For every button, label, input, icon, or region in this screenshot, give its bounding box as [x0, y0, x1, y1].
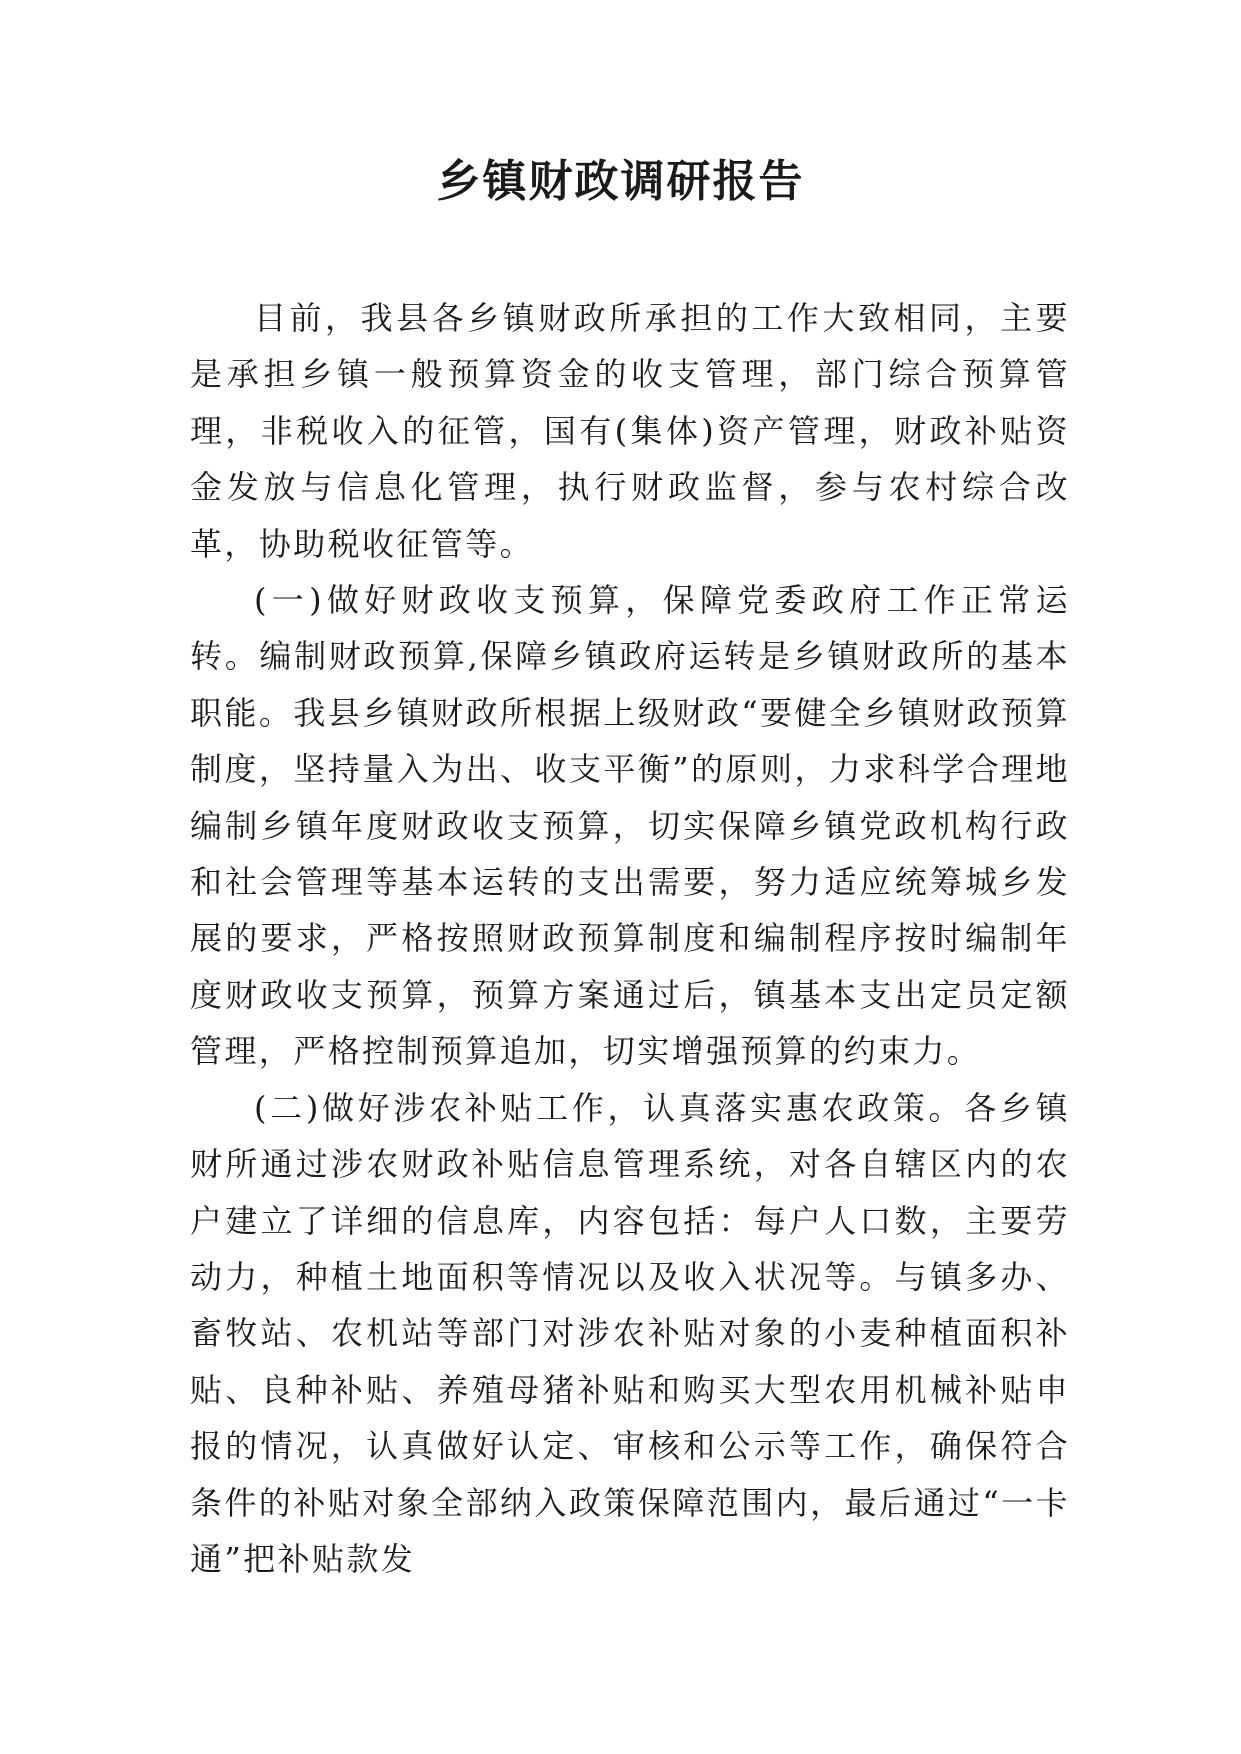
paragraph-intro: 目前，我县各乡镇财政所承担的工作大致相同，主要是承担乡镇一般预算资金的收支管理，部门综合预算管理，非税收入的征管，国有(集体)资产管理，财政补贴资金发放与信息化管理，执行财政监督，参与农村综合改革，协助税收征管等。	[190, 299, 1070, 563]
document-title: 乡镇财政调研报告	[436, 156, 805, 207]
paragraph-section-2: (二)做好涉农补贴工作，认真落实惠农政策。各乡镇财所通过涉农财政补贴信息管理系统，对各自辖区内的农户建立了详细的信息库，内容包括：每户人口数，主要劳动力，种植土地面积等情况以及收入状况等。与镇多办、畜牧站、农机站等部门对涉农补贴对象的小麦种植面积补贴、良种补贴、养殖母猪补贴和购买大型农用机械补贴申报的情况，认真做好认定、审核和公示等工作，确保符合条件的补贴对象全部纳入政策保障范围内，最后通过“一卡通”把补贴款发	[190, 1088, 1070, 1578]
document-body	[190, 290, 1070, 1587]
paragraph-section-1: (一)做好财政收支预算，保障党委政府工作正常运转。编制财政预算,保障乡镇政府运转是乡镇财政所的基本职能。我县乡镇财政所根据上级财政“要健全乡镇财政预算制度，坚持量入为出、收支平衡”的原则，力求科学合理地编制乡镇年度财政收支预算，切实保障乡镇党政机构行政和社会管理等基本运转的支出需要，努力适应统筹城乡发展的要求，严格按照财政预算制度和编制程序按时编制年度财政收支预算，预算方案通过后，镇基本支出定员定额管理，严格控制预算追加，切实增强预算的约束力。	[190, 581, 1070, 1071]
